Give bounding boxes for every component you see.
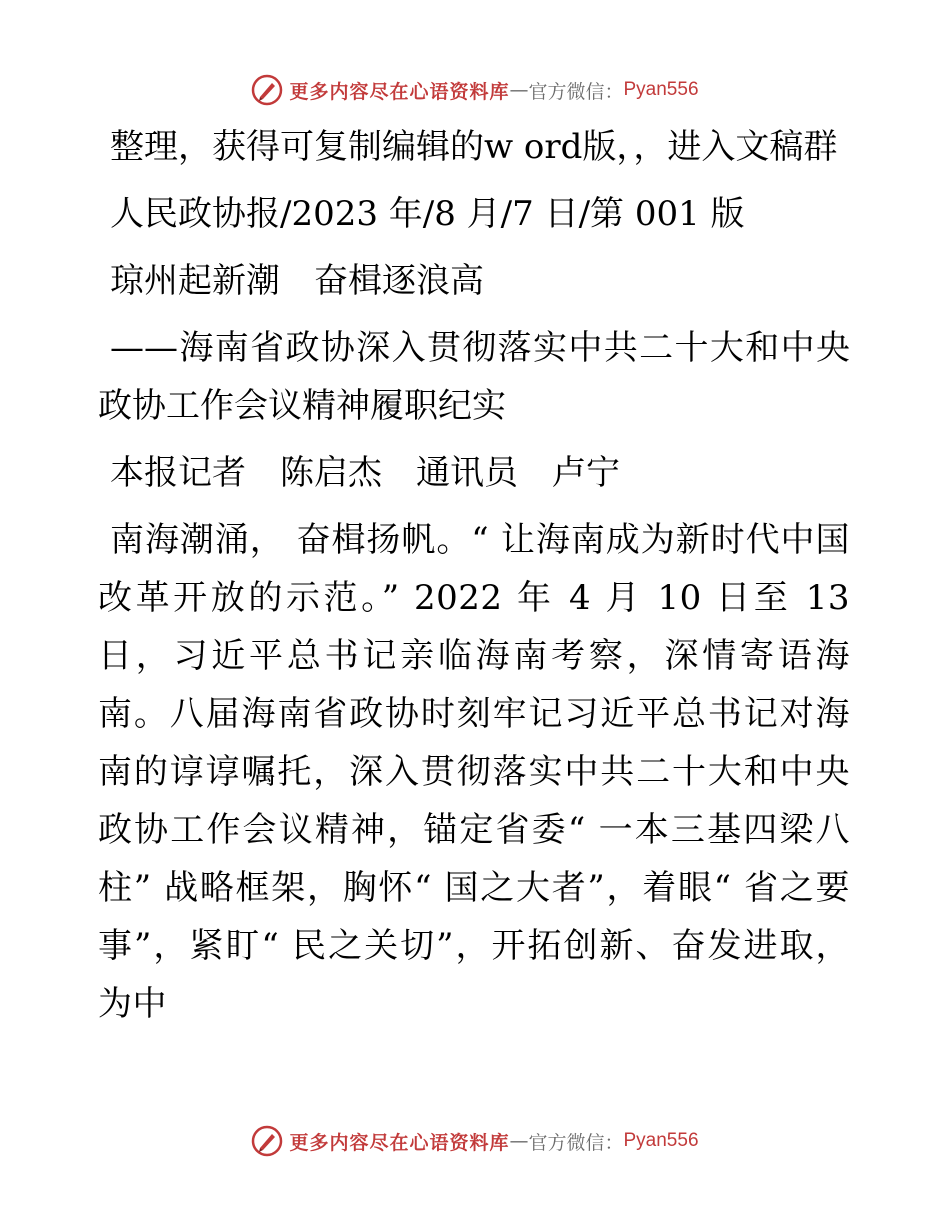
document-body xyxy=(98,118,850,1042)
byline: 本报记者 陈启杰 通讯员 卢宁 xyxy=(110,453,620,493)
pen-logo-icon xyxy=(251,1125,283,1157)
watermark-main-text: 更多内容尽在心语资料库 xyxy=(289,80,510,103)
watermark-official-label: 官方微信： xyxy=(528,1131,624,1154)
footer-watermark xyxy=(0,1121,950,1161)
watermark-wechat-id: Pyan556 xyxy=(623,1130,699,1151)
watermark-separator: — xyxy=(509,79,529,101)
intro-note: 整理，获得可复制编辑的w ord版，，进入文稿群 xyxy=(110,127,838,167)
body-paragraph: 南海潮涌， 奋楫扬帆。“ 让海南成为新时代中国改革开放的示范。” 2022 年 4 月 10 日至 13 日，习近平总书记亲临海南考察，深情寄语海南。八届海南省政协时刻牢记习近平总书记对海南的谆谆嘱托，深入贯彻落实中共二十大和中央政协工作会议精神，锚定省委“ 一本三基四梁八柱” 战略框架，胸怀“ 国之大者”，着眼“ 省之要事”，紧盯“ 民之关切”，开拓创新、奋发进取，为中 xyxy=(98,520,850,1024)
header-watermark xyxy=(0,70,950,110)
article-subtitle: ——海南省政协深入贯彻落实中共二十大和中央政协工作会议精神履职纪实 xyxy=(98,328,850,426)
watermark-separator: — xyxy=(509,1130,529,1152)
watermark-official-label: 官方微信： xyxy=(528,80,624,103)
article-title: 琼州起新潮 奋楫逐浪高 xyxy=(110,261,484,301)
watermark-main-text: 更多内容尽在心语资料库 xyxy=(289,1131,510,1154)
watermark-wechat-id: Pyan556 xyxy=(623,79,699,100)
source-line: 人民政协报/2023 年/8 月/7 日/第 001 版 xyxy=(110,194,745,234)
pen-logo-icon xyxy=(251,74,283,106)
